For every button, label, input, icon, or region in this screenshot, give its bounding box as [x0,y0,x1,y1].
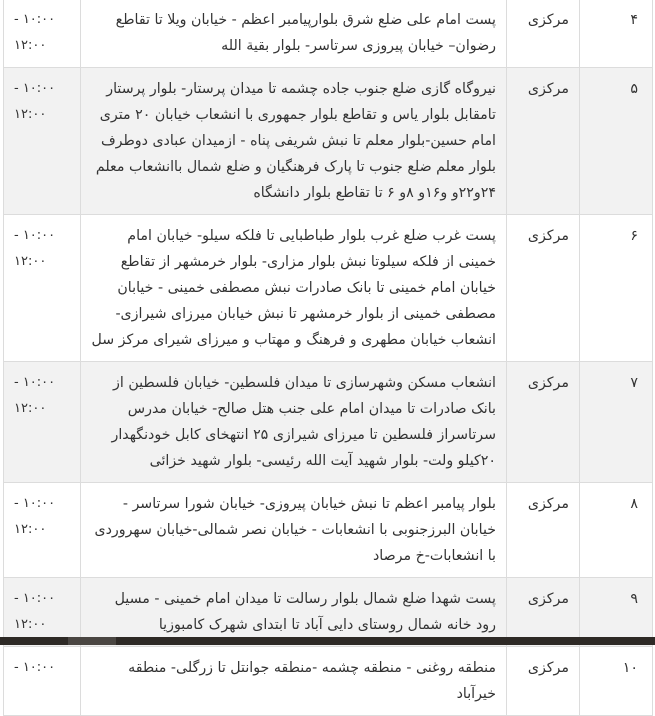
time-start: - ۱۰:۰۰ [14,496,56,511]
row-number: ۱۰ [580,647,653,716]
outage-schedule-table [3,0,653,716]
row-number: ۹ [580,578,653,647]
area-cell: پست شهدا ضلع شمال بلوار رسالت تا میدان امام خمینی - مسیل رود خانه شمال روستای دایی آباد تا ابتدای شهرک کامبوزیا [81,578,507,647]
time-end: ۱۲:۰۰ [14,401,47,416]
time-end: ۱۲:۰۰ [14,617,47,632]
time-cell [4,362,81,483]
time-start: - ۱۰:۰۰ [14,81,56,96]
area-cell: نیروگاه گازی ضلع جنوب جاده چشمه تا میدان پرستار- بلوار پرستار تامقابل بلوار یاس و تقاطع بلوار جمهوری با انشعاب خیابان ۲۰ متری امام حسین-بلوار معلم تا نبش شریفی پناه - ازمیدان عبادی دوطرف بلوار معلم ضلع جنوب تا پارک فرهنگیان و ضلع شمال باانشعاب معلم ۲۴و۲۲و و۱۶و ۸و ۶ تا تقاطع بلوار دانشگاه [81,68,507,215]
area-cell: پست امام علی ضلع شرق بلوارپیامبر اعظم - خیابان ویلا تا تقاطع رضوان– خیابان پیروزی سرتاسر- بلوار بقیة الله [81,0,507,68]
region-cell: مرکزی [507,215,580,362]
time-cell [4,483,81,578]
table-row [4,483,653,578]
time-end: ۱۲:۰۰ [14,522,47,537]
region-cell: مرکزی [507,578,580,647]
row-number: ۶ [580,215,653,362]
table-row [4,215,653,362]
region-cell: مرکزی [507,362,580,483]
area-cell: پست غرب ضلع غرب بلوار طباطبایی تا فلکه سیلو- خیابان امام خمینی از فلکه سیلوتا نبش بلوار مزاری- بلوار خرمشهر از تقاطع خیابان امام خمینی تا بانک صادرات نبش مصطفی خمینی - خیابان مصطفی خمینی از بلوار خرمشهر تا نبش خیابان میرزای شیرازی-انشعاب خیابان مطهری و فرهنگ و مهتاب و میرزای شیرای مرکز سل [81,215,507,362]
time-start: - ۱۰:۰۰ [14,228,56,243]
table-row [4,68,653,215]
time-start: - ۱۰:۰۰ [14,660,56,675]
time-cell [4,68,81,215]
area-cell: منطقه روغنی - منطقه چشمه -منطقه جوانتل تا زرگلی- منطقه خیرآباد [81,647,507,716]
time-end: ۱۲:۰۰ [14,38,47,53]
time-cell [4,215,81,362]
time-end: ۱۲:۰۰ [14,107,47,122]
table-row [4,0,653,68]
region-cell: مرکزی [507,483,580,578]
bottom-bar-segment [68,637,116,645]
region-cell: مرکزی [507,0,580,68]
time-end: ۱۲:۰۰ [14,254,47,269]
area-cell: انشعاب مسکن وشهرسازی تا میدان فلسطین- خیابان فلسطین از بانک صادرات تا میدان امام علی جنب هتل صالح- خیابان مدرس سرتاسراز فلسطین تا میرزای شیرازی ۲۵ انتهخای کابل خودنگهدار ۲۰کیلو ولت- بلوار شهید آیت الله رئیسی- بلوار شهید خزائی [81,362,507,483]
time-start: - ۱۰:۰۰ [14,375,56,390]
row-number: ۸ [580,483,653,578]
time-start: - ۱۰:۰۰ [14,591,56,606]
time-start: - ۱۰:۰۰ [14,12,56,27]
row-number: ۴ [580,0,653,68]
time-cell [4,647,81,716]
area-cell: بلوار پیامبر اعظم تا نبش خیابان پیروزی- خیابان شورا سرتاسر - خیابان البرزجنوبی با انشعابات - خیابان نصر شمالی-خیابان سهروردی با انشعابات-خ مرصاد [81,483,507,578]
region-cell: مرکزی [507,68,580,215]
region-cell: مرکزی [507,647,580,716]
bottom-bar [0,637,655,645]
row-number: ۵ [580,68,653,215]
row-number: ۷ [580,362,653,483]
time-cell [4,0,81,68]
table-row [4,647,653,716]
table-row [4,362,653,483]
